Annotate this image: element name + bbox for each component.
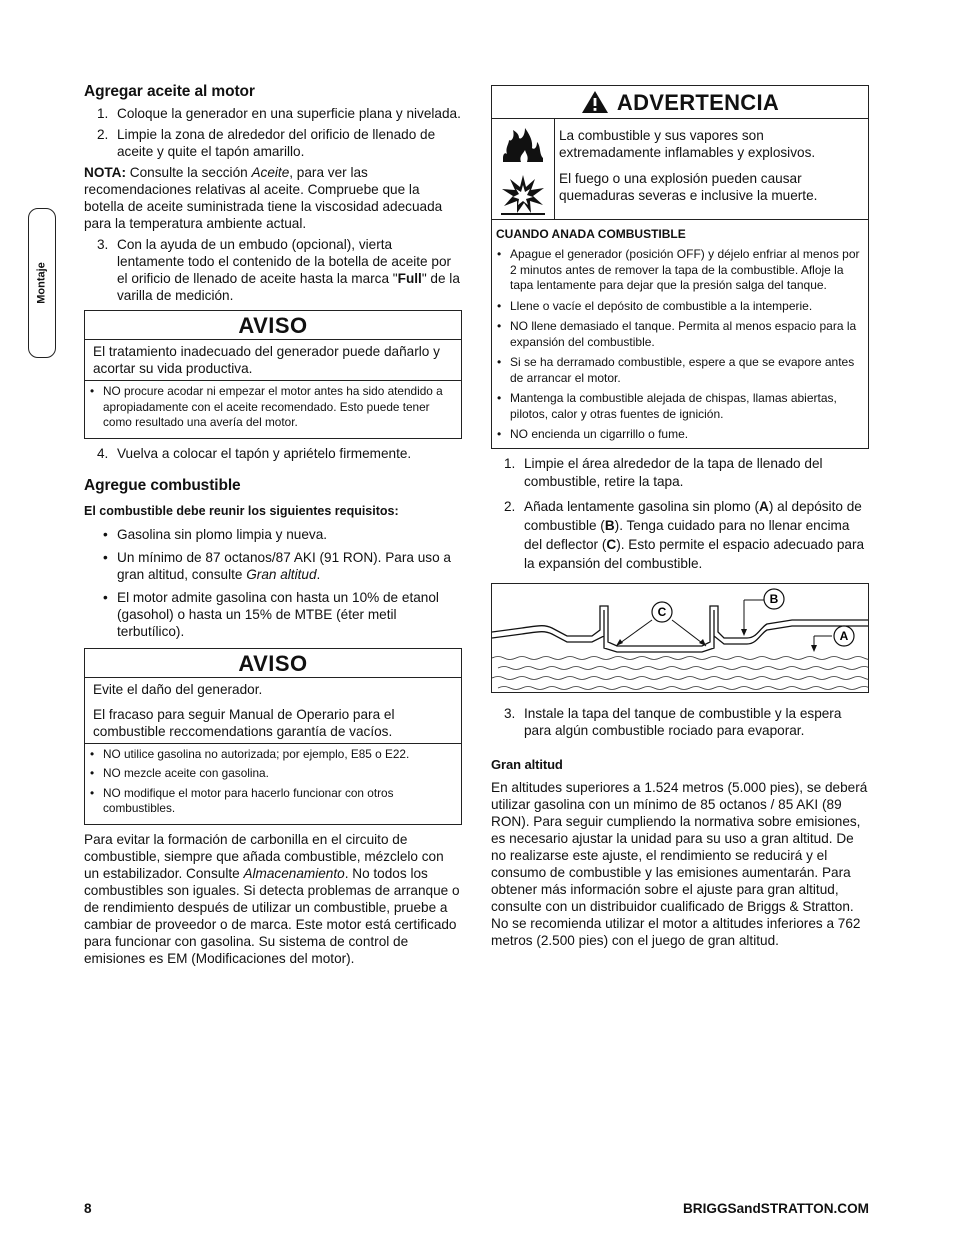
warning-bullet: • Si se ha derramado combustible, espere a que se evapore antes de arrancar el motor. xyxy=(497,355,855,385)
altitude-paragraph: En altitudes superiores a 1.524 metros (5.000 pies), se deberá utilizar gasolina con un mínimo de 85 octanos / 85 AKI (89 RON). Para seguir cumpliendo la normativa sobre emisiones, es necesario ajustar la unidad para su uso a gran altitud. De no realizarse este ajuste, el rendimiento se reducirá y el consumo de combustible y las emisiones aumentarán. Para obtener más información sobre el ajuste para gran altitud, consulte con un distribuidor cualificado de Briggs & Stratton. No se recomienda utilizar el motor a altitudes inferiores a 762 metros (2.500 pies) con el juego de gran altitud. xyxy=(491,779,868,948)
notice-bullet: • NO modifique el motor para hacerlo funcionar con otros combustibles. xyxy=(90,785,394,815)
left-column xyxy=(84,82,462,967)
callout-c: C xyxy=(657,604,667,619)
fuel-req-item: • Un mínimo de 87 octanos/87 AKI (91 RON). Para uso a gran altitud, consulte Gran altitud. xyxy=(103,549,451,582)
section-tab xyxy=(28,208,56,358)
notice-body: El tratamiento inadecuado del generador puede dañarlo y acortar su vida productiva. xyxy=(85,340,461,381)
altitude-heading: Gran altitud xyxy=(491,756,563,772)
warning-bullet: • Llene o vacíe el depósito de combustible a la intemperie. xyxy=(497,298,813,313)
oil-step-2: 2. Limpie la zona de alrededor del orificio de llenado de aceite y quite el tapón amarillo. xyxy=(97,127,436,159)
warning-bullet: • Apague el generador (posición OFF) y déjelo enfriar al menos por 2 minutos antes de remover la tapa de la combustible. Afloje la tapa lentamente para dejar que la presión salga del tanque. xyxy=(497,247,860,292)
warning-bullet: • Mantenga la combustible alejada de chispas, llamas abiertas, pilotos, calor y otras fuentes de ignición. xyxy=(497,391,837,421)
callout-a: A xyxy=(839,628,849,643)
warning-list xyxy=(492,247,868,443)
warning-title: ADVERTENCIA xyxy=(616,89,780,115)
notice-body: Evite el daño del generador. El fracaso para seguir Manual de Operario para el combustible reccomendations garantía de vacíos. xyxy=(85,678,461,744)
notice-title: AVISO xyxy=(85,649,461,678)
notice-bullet: • NO utilice gasolina no autorizada; por ejemplo, E85 o E22. xyxy=(90,746,410,761)
fuel-tank-illustration xyxy=(492,584,869,692)
oil-note: NOTA: Consulte la sección Aceite, para ver las recomendaciones relativas al aceite. Compruebe que la botella de aceite suministrada tiene la viscosidad adecuada para la temperatura ambiente actual. xyxy=(84,165,443,231)
warning-bullet: • NO encienda un cigarrillo o fume. xyxy=(497,427,689,441)
explosion-icon xyxy=(492,169,554,219)
oil-step-3: 3. Con la ayuda de un embudo (opcional), vierta lentamente todo el contenido de la botella de aceite por el orificio de llenado de aceite hasta la marca "Full" de la varilla de medición. xyxy=(97,237,460,303)
fire-icon xyxy=(492,119,554,169)
fuel-req-item: • Gasolina sin plomo limpia y nueva. xyxy=(103,526,328,542)
warning-subheading: CUANDO ANADA COMBUSTIBLE xyxy=(496,227,686,241)
notice-box-fuel xyxy=(84,648,462,825)
warning-box xyxy=(491,85,869,449)
notice-list xyxy=(85,381,461,438)
hazard-icons xyxy=(492,119,555,219)
website: BRIGGSandSTRATTON.COM xyxy=(682,1201,869,1216)
oil-heading: Agregar aceite al motor xyxy=(84,83,255,100)
fuel-tank-diagram xyxy=(491,583,869,693)
warning-bullet: • NO llene demasiado el tanque. Permita al menos espacio para la expansión del combustible. xyxy=(497,319,857,349)
fuel-heading: Agregue combustible xyxy=(84,476,241,494)
callout-b: B xyxy=(769,591,779,606)
notice-title: AVISO xyxy=(85,311,461,340)
fuel-step-1: 1. Limpie el área alrededor de la tapa de llenado del combustible, retire la tapa. xyxy=(504,455,823,489)
notice-list xyxy=(85,744,461,824)
warning-hazard-row xyxy=(492,119,868,220)
page-number: 8 xyxy=(84,1201,92,1216)
notice-box-oil xyxy=(84,310,462,439)
fuel-step-2: 2. Añada lentamente gasolina sin plomo (A) al depósito de combustible (B). Tenga cuidado para no llenar encima del deflector (C). Esto permite el espacio adecuado para la expansión del combustible. xyxy=(504,498,865,571)
right-column xyxy=(491,85,869,949)
oil-step-4: 4. Vuelva a colocar el tapón y apriételo firmemente. xyxy=(97,445,412,461)
oil-step-1: 1. Coloque la generador en una superficie plana y nivelada. xyxy=(97,106,461,121)
fuel-req-item: • El motor admite gasolina con hasta un 10% de etanol (gasohol) o hasta un 15% de MTBE (éter metil terbutílico). xyxy=(103,589,439,639)
notice-bullet: • NO procure acodar ni empezar el motor antes ha sido atendido a apropiadamente con el aceite recomendado. Esto puede tener como resultado una avería del motor. xyxy=(90,384,443,429)
fuel-step-3: 3. Instale la tapa del tanque de combustible y la espera para algún combustible rociado para evaporar. xyxy=(504,705,842,738)
notice-bullet: • NO mezcle aceite con gasolina. xyxy=(90,766,269,780)
warning-header xyxy=(492,86,868,119)
fuel-closing-paragraph: Para evitar la formación de carbonilla en el circuito de combustible, siempre que añada combustible, mézclelo con un estabilizador. Consulte Almacenamiento. No todos los combustibles son iguales. Si detecta problemas de arranque o de rendimiento después de utilizar un combustible, pruebe a cambiar de proveedor o de marca. Este motor está certificado para funcionar con gasolina. Su sistema de control de emisiones es EM (Modificaciones del motor). xyxy=(84,831,460,966)
section-tab-label: Montaje xyxy=(35,262,48,304)
hazard-text: La combustible y sus vapores son extremadamente inflamables y explosivos. El fuego o una explosión pueden causar quemaduras severas e inclusive la muerte. xyxy=(559,128,818,203)
fuel-requirements-heading: El combustible debe reunir los siguientes requisitos: xyxy=(84,503,399,518)
warning-triangle-icon xyxy=(581,90,609,114)
